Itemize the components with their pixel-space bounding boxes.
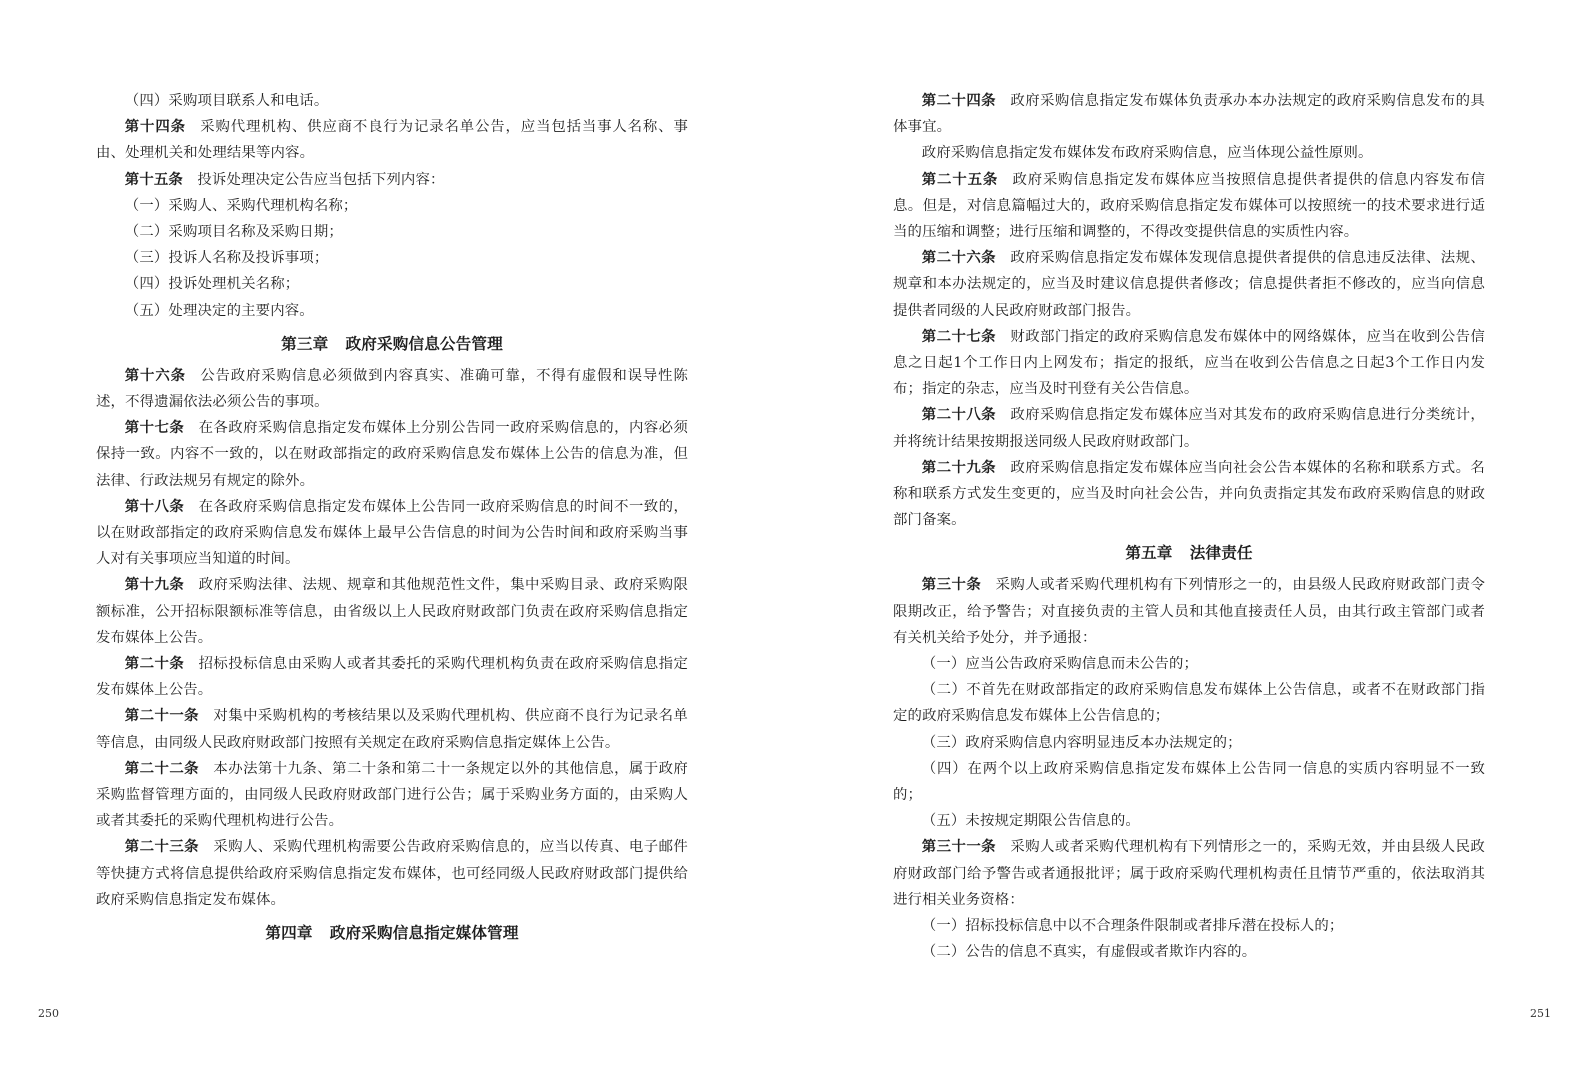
article-number: 第十九条 [124, 577, 185, 594]
paragraph-text: 采购人、采购代理机构需要公告政府采购信息的，应当以传真、电子邮件等快捷方式将信息提供给政府采购信息指定发布媒体，也可经同级人民政府财政部门提供给政府采购信息指定发布媒体。 [96, 839, 688, 908]
body-paragraph [893, 677, 1485, 729]
paragraph-text: （二）公告的信息不真实，有虚假或者欺诈内容的。 [921, 944, 1257, 961]
body-paragraph [96, 219, 688, 245]
paragraph-text: （三）政府采购信息内容明显违反本办法规定的； [921, 734, 1242, 751]
chapter-number: 第五章 [1125, 544, 1173, 563]
article-paragraph [96, 703, 688, 755]
article-number: 第二十一条 [124, 708, 199, 725]
body-paragraph [96, 193, 688, 219]
article-number: 第三十一条 [921, 839, 996, 856]
paragraph-text: （四）在两个以上政府采购信息指定发布媒体上公告同一信息的实质内容明显不一致的； [893, 760, 1485, 804]
chapter-title: 政府采购信息指定媒体管理 [329, 924, 519, 943]
paragraph-text: （四）投诉处理机关名称； [124, 276, 300, 293]
article-paragraph [96, 572, 688, 651]
paragraph-text: （五）未按规定期限公告信息的。 [921, 813, 1140, 830]
paragraph-text: （五）处理决定的主要内容。 [124, 302, 314, 319]
chapter-title: 法律责任 [1189, 544, 1253, 563]
article-number: 第二十四条 [921, 93, 996, 109]
body-paragraph [96, 271, 688, 297]
article-paragraph [893, 572, 1485, 651]
article-paragraph [96, 834, 688, 913]
body-paragraph [893, 730, 1485, 756]
body-paragraph [893, 939, 1485, 965]
body-paragraph [893, 651, 1485, 677]
body-paragraph [96, 245, 688, 271]
article-paragraph [893, 455, 1485, 534]
body-paragraph [893, 808, 1485, 834]
article-number: 第十五条 [124, 171, 183, 188]
article-number: 第二十二条 [124, 760, 199, 777]
article-number: 第二十条 [124, 656, 185, 673]
article-number: 第二十六条 [921, 250, 996, 267]
paragraph-text: 政府采购法律、法规、规章和其他规范性文件，集中采购目录、政府采购限额标准，公开招标限额标准等信息，由省级以上人民政府财政部门负责在政府采购信息指定发布媒体上公告。 [96, 577, 689, 646]
article-number: 第二十三条 [124, 839, 199, 856]
paragraph-text: 政府采购信息指定发布媒体应当向社会公告本媒体的名称和联系方式。名称和联系方式发生变更的，应当及时向社会公告，并向负责指定其发布政府采购信息的财政部门备案。 [893, 459, 1485, 529]
article-paragraph [96, 494, 688, 573]
body-paragraph [96, 298, 688, 324]
article-paragraph [893, 167, 1485, 246]
article-paragraph [96, 114, 688, 166]
paragraph-text: 投诉处理决定公告应当包括下列内容： [197, 171, 445, 188]
body-paragraph [96, 88, 688, 114]
article-number: 第三十条 [921, 577, 982, 594]
paragraph-text: （一）采购人、采购代理机构名称； [124, 197, 358, 214]
page-number: 250 [38, 1007, 59, 1020]
paragraph-text: （一）招标投标信息中以不合理条件限制或者排斥潜在投标人的； [921, 918, 1344, 935]
paragraph-text: 招标投标信息由采购人或者其委托的采购代理机构负责在政府采购信息指定发布媒体上公告。 [96, 656, 689, 699]
paragraph-text: 政府采购信息指定发布媒体负责承办本办法规定的政府采购信息发布的具体事宜。 [893, 93, 1485, 136]
article-paragraph [893, 324, 1485, 403]
paragraph-text: 财政部门指定的政府采购信息发布媒体中的网络媒体，应当在收到公告信息之日起1个工作日内上网发布；指定的报纸，应当在收到公告信息之日起3个工作日内发布；指定的杂志，应当及时刊登有关公告信息。 [893, 328, 1485, 398]
paragraph-text: 在各政府采购信息指定发布媒体上分别公告同一政府采购信息的，内容必须保持一致。内容不一致的，以在财政部指定的政府采购信息发布媒体上公告的信息为准，但法律、行政法规另有规定的除外。 [96, 420, 689, 489]
paragraph-text: 在各政府采购信息指定发布媒体上公告同一政府采购信息的时间不一致的，以在财政部指定的政府采购信息发布媒体上最早公告信息的时间为公告时间和政府采购当事人对有关事项应当知道的时间。 [96, 498, 689, 568]
article-paragraph [893, 402, 1485, 454]
paragraph-text: 政府采购信息指定发布媒体发布政府采购信息，应当体现公益性原则。 [921, 145, 1373, 162]
article-paragraph [96, 363, 688, 415]
article-number: 第二十九条 [921, 459, 996, 476]
article-paragraph [96, 167, 688, 193]
article-number: 第十六条 [124, 367, 186, 384]
left-text-column [96, 88, 688, 952]
article-paragraph [96, 651, 688, 703]
article-number: 第二十五条 [921, 171, 999, 188]
chapter-number: 第四章 [265, 924, 313, 943]
article-number: 第十八条 [124, 498, 185, 515]
article-number: 第十四条 [124, 119, 186, 136]
paragraph-text: （三）投诉人名称及投诉事项； [124, 250, 329, 267]
body-paragraph [893, 140, 1485, 166]
paragraph-text: 对集中采购机构的考核结果以及采购代理机构、供应商不良行为记录名单等信息，由同级人民政府财政部门按照有关规定在政府采购信息指定媒体上公告。 [96, 708, 688, 751]
paragraph-text: 政府采购信息指定发布媒体应当对其发布的政府采购信息进行分类统计，并将统计结果按期报送同级人民政府财政部门。 [893, 407, 1485, 450]
article-number: 第二十八条 [921, 407, 996, 424]
paragraph-text: （二）采购项目名称及采购日期； [124, 224, 343, 241]
chapter-number: 第三章 [281, 334, 329, 353]
paragraph-text: 采购人或者采购代理机构有下列情形之一的，由县级人民政府财政部门责令限期改正，给予警告；对直接负责的主管人员和其他直接责任人员，由其行政主管部门或者有关机关给予处分，并予通报： [893, 577, 1486, 646]
paragraph-text: 政府采购信息指定发布媒体应当按照信息提供者提供的信息内容发布信息。但是，对信息篇幅过大的，政府采购信息指定发布媒体可以按照统一的技术要求进行适当的压缩和调整；进行压缩和调整的，不得改变提供信息的实质性内容。 [893, 171, 1485, 241]
article-number: 第二十七条 [921, 328, 996, 345]
article-paragraph [893, 88, 1485, 140]
paragraph-text: 采购人或者采购代理机构有下列情形之一的，采购无效，并由县级人民政府财政部门给予警告或者通报批评；属于政府采购代理机构责任且情节严重的，依法取消其进行相关业务资格： [893, 839, 1485, 908]
chapter-heading [96, 324, 688, 363]
article-paragraph [893, 245, 1485, 324]
left-page [0, 0, 793, 1077]
article-paragraph [893, 834, 1485, 913]
right-text-column [893, 88, 1485, 966]
paragraph-text: （一）应当公告政府采购信息而未公告的； [921, 656, 1199, 673]
paragraph-text: 本办法第十九条、第二十条和第二十一条规定以外的其他信息，属于政府采购监督管理方面的，由同级人民政府财政部门进行公告；属于采购业务方面的，由采购人或者其委托的采购代理机构进行公告。 [96, 760, 688, 830]
right-page [794, 0, 1587, 1077]
body-paragraph [893, 913, 1485, 939]
article-number: 第十七条 [124, 420, 185, 437]
paragraph-text: 公告政府采购信息必须做到内容真实、准确可靠，不得有虚假和误导性陈述，不得遗漏依法必须公告的事项。 [96, 367, 688, 411]
paragraph-text: 政府采购信息指定发布媒体发现信息提供者提供的信息违反法律、法规、规章和本办法规定的，应当及时建议信息提供者修改；信息提供者拒不修改的，应当向信息提供者同级的人民政府财政部门报告。 [893, 250, 1485, 319]
paragraph-text: 采购代理机构、供应商不良行为记录名单公告，应当包括当事人名称、事由、处理机关和处理结果等内容。 [96, 119, 688, 162]
chapter-heading [893, 533, 1485, 572]
article-paragraph [96, 756, 688, 835]
paragraph-text: （四）采购项目联系人和电话。 [124, 93, 329, 109]
body-paragraph [893, 756, 1485, 808]
paragraph-text: （二）不首先在财政部指定的政府采购信息发布媒体上公告信息，或者不在财政部门指定的政府采购信息发布媒体上公告信息的； [893, 682, 1485, 725]
page-number: 251 [1530, 1007, 1551, 1020]
article-paragraph [96, 415, 688, 494]
chapter-heading [96, 913, 688, 952]
chapter-title: 政府采购信息公告管理 [345, 334, 503, 353]
